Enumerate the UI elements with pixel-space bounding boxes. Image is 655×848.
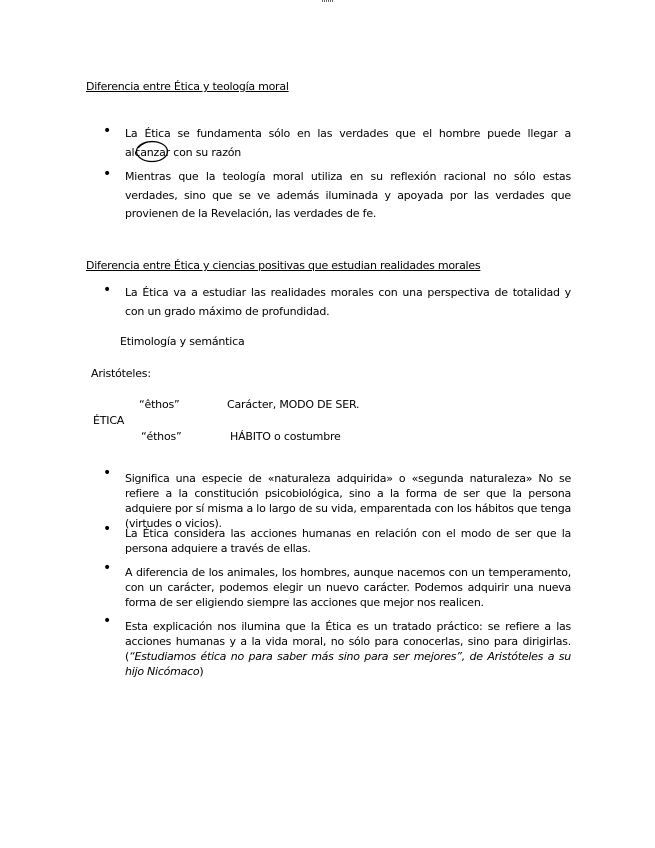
etica-label: ÉTICA bbox=[93, 414, 125, 427]
paragraph-tratado-practico bbox=[125, 619, 571, 679]
bullet-marker: • bbox=[103, 521, 112, 537]
bullet-marker: • bbox=[103, 166, 112, 182]
etimologia-label: Etimología y semántica bbox=[120, 335, 245, 348]
quote-close-paren: ) bbox=[199, 665, 204, 678]
ethos-meaning-2: HÁBITO o costumbre bbox=[230, 430, 341, 443]
tratado-practico-text: Esta explicación nos ilumina que la Ética es un tratado práctico: se refiere a las acciones humanas y a la vida moral, no sólo para conocerlas, sino para dirigirlas. bbox=[125, 620, 571, 648]
bullet-marker: • bbox=[103, 613, 112, 629]
ethos-term-1: “êthos” bbox=[139, 398, 180, 411]
paragraph-naturaleza-adquirida: Significa una especie de «naturaleza adquirida» o «segunda naturaleza» No se refiere a la constitución psicobiológica, sino a la forma de ser que la persona adquiere por sí misma a lo largo de su vida, emparentada con los hábitos que tenga (virtudes o vicios). bbox=[125, 472, 571, 530]
heading-etica-ciencias: Diferencia entre Ética y ciencias positivas que estudian realidades morales bbox=[86, 259, 481, 272]
paragraph-totalidad: La Ética va a estudiar las realidades morales con una perspectiva de totalidad y con un grado máximo de profundidad. bbox=[125, 286, 571, 318]
bullet-marker: • bbox=[103, 560, 112, 576]
ethos-meaning-1: Carácter, MODO DE SER. bbox=[227, 398, 360, 411]
paragraph-etica-razon: La Ética se fundamenta sólo en las verdades que el hombre puede llegar a alcanzar con su razón bbox=[125, 127, 571, 159]
paragraph-teologia-moral: Mientras que la teología moral utiliza en su reflexión racional no sólo estas verdades, sino que se ve además iluminada y apoyada por las verdades que provienen de la Revelación, las verdades de fe. bbox=[125, 170, 571, 220]
aristoteles-quote: “Estudiamos ética no para saber más sino para ser mejores”, de Aristóteles a su hijo Nicómaco bbox=[125, 650, 571, 678]
bullet-marker: • bbox=[103, 465, 112, 481]
bullet-marker: • bbox=[103, 123, 112, 139]
heading-etica-teologia: Diferencia entre Ética y teología moral bbox=[86, 80, 289, 93]
paragraph-nuevo-caracter: A diferencia de los animales, los hombres, aunque nacemos con un temperamento, con un carácter, podemos elegir un nuevo carácter. Podemos adquirir una nueva forma de ser eligiendo siempre las acciones que mejor nos realicen. bbox=[125, 566, 571, 609]
handwritten-circle bbox=[135, 139, 169, 163]
bullet-marker: • bbox=[103, 282, 112, 298]
paragraph-acciones-humanas: La Ética considera las acciones humanas en relación con el modo de ser que la persona adquiere a través de ellas. bbox=[125, 527, 571, 555]
page-top-mark bbox=[322, 0, 334, 2]
quote-open-paren: ( bbox=[125, 650, 130, 663]
ethos-term-2: “éthos” bbox=[141, 430, 182, 443]
aristoteles-label: Aristóteles: bbox=[91, 367, 151, 380]
